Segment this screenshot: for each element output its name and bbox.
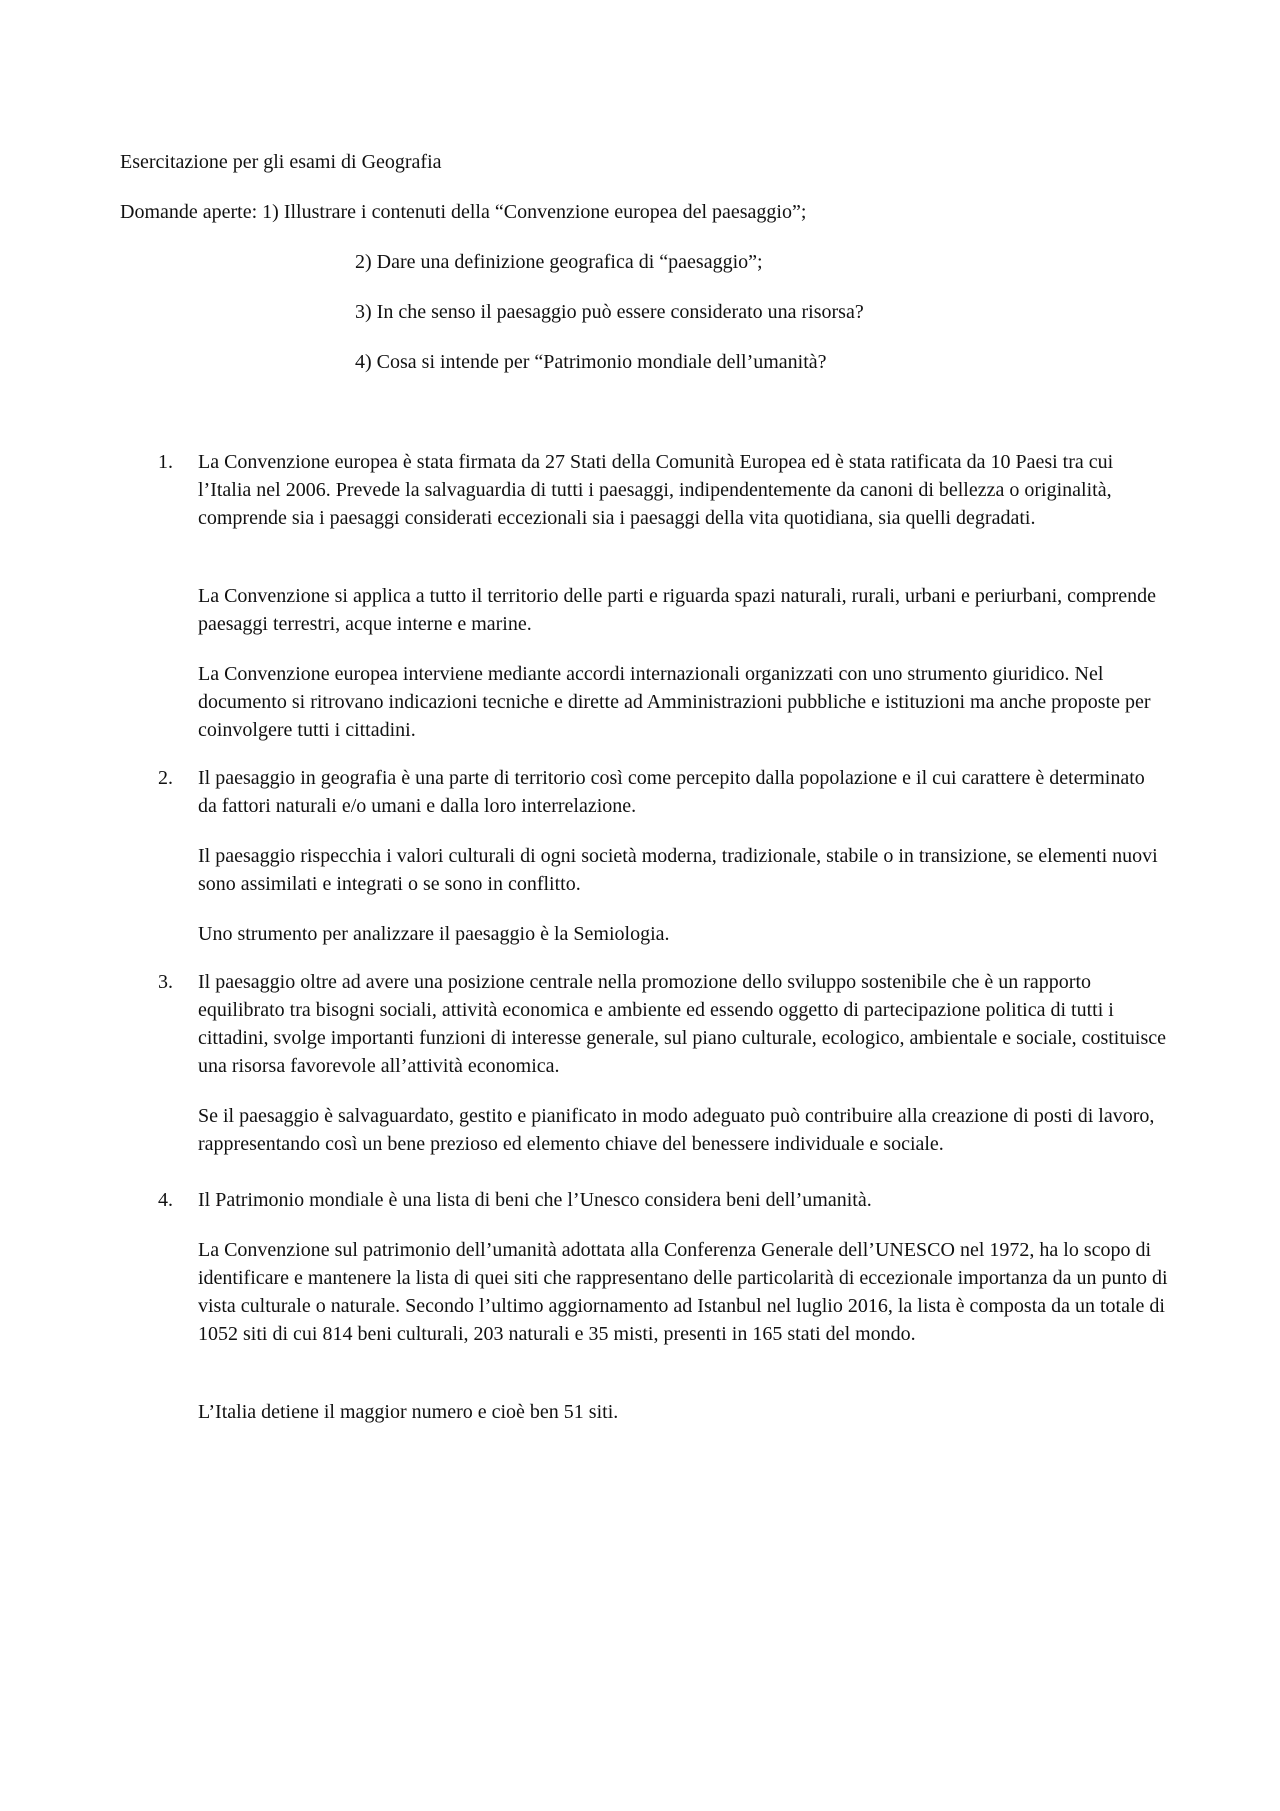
- open-questions-line: [120, 198, 806, 226]
- question-1: 1) Illustrare i contenuti della “Convenzione europea del paesaggio”;: [262, 201, 807, 223]
- questions-label: Domande aperte:: [120, 201, 258, 223]
- answer-paragraph: Il paesaggio in geografia è una parte di territorio così come percepito dalla popolazione e il cui carattere è determinato da fattori naturali e/o umani e dalla loro interrelazione.: [198, 767, 1145, 817]
- answer-paragraph: La Convenzione europea è stata firmata da 27 Stati della Comunità Europea ed è stata ratificata da 10 Paesi tra cui l’Italia nel 2006. Prevede la salvaguardia di tutti i paesaggi, indipendentemente da canoni di bellezza o originalità, comprende sia i paesaggi considerati eccezionali sia i paesaggi della vita quotidiana, sia quelli degradati.: [198, 451, 1114, 529]
- answer-paragraph: Il Patrimonio mondiale è una lista di beni che l’Unesco considera beni dell’umanità.: [198, 1189, 872, 1211]
- answer-paragraph: La Convenzione si applica a tutto il territorio delle parti e riguarda spazi naturali, rurali, urbani e periurbani, comprende paesaggi terrestri, acque interne e marine.: [198, 585, 1156, 635]
- answer-paragraph: Il paesaggio oltre ad avere una posizione centrale nella promozione dello sviluppo sostenibile che è un rapporto equilibrato tra bisogni sociali, attività economica e ambiente ed essendo oggetto di partecipazione politica di tutti i cittadini, svolge importanti funzioni di interesse generale, sul piano culturale, ecologico, ambientale e sociale, costituisce una risorsa favorevole all’attività economica.: [198, 971, 1167, 1077]
- answer-paragraph: L’Italia detiene il maggior numero e cioè ben 51 siti.: [198, 1401, 619, 1423]
- answer-paragraph: La Convenzione sul patrimonio dell’umanità adottata alla Conferenza Generale dell’UNESCO nel 1972, ha lo scopo di identificare e mantenere la lista di quei siti che rappresentano delle particolarità di eccezionale importanza da un punto di vista culturale o naturale. Secondo l’ultimo aggiornamento ad Istanbul nel luglio 2016, la lista è composta da un totale di 1052 siti di cui 814 beni culturali, 203 naturali e 35 misti, presenti in 165 stati del mondo.: [198, 1239, 1168, 1345]
- answer-number: 2.: [158, 767, 173, 789]
- question-3: 3) In che senso il paesaggio può essere considerato una risorsa?: [355, 301, 864, 323]
- document-title: Esercitazione per gli esami di Geografia: [120, 151, 442, 173]
- answer-number: 1.: [158, 451, 173, 473]
- answer-paragraph: La Convenzione europea interviene mediante accordi internazionali organizzati con uno strumento giuridico. Nel documento si ritrovano indicazioni tecniche e dirette ad Amministrazioni pubbliche e istituzioni ma anche proposte per coinvolgere tutti i cittadini.: [198, 663, 1151, 741]
- answer-paragraph: Se il paesaggio è salvaguardato, gestito e pianificato in modo adeguato può contribuire alla creazione di posti di lavoro, rappresentando così un bene prezioso ed elemento chiave del benessere individuale e sociale.: [198, 1105, 1155, 1155]
- answer-number: 4.: [158, 1189, 173, 1211]
- answer-paragraph: Il paesaggio rispecchia i valori culturali di ogni società moderna, tradizionale, stabile o in transizione, se elementi nuovi sono assimilati e integrati o se sono in conflitto.: [198, 845, 1158, 895]
- answer-number: 3.: [158, 971, 173, 993]
- question-4: 4) Cosa si intende per “Patrimonio mondiale dell’umanità?: [355, 351, 827, 373]
- answer-paragraph: Uno strumento per analizzare il paesaggio è la Semiologia.: [198, 923, 670, 945]
- question-2: 2) Dare una definizione geografica di “paesaggio”;: [355, 251, 763, 273]
